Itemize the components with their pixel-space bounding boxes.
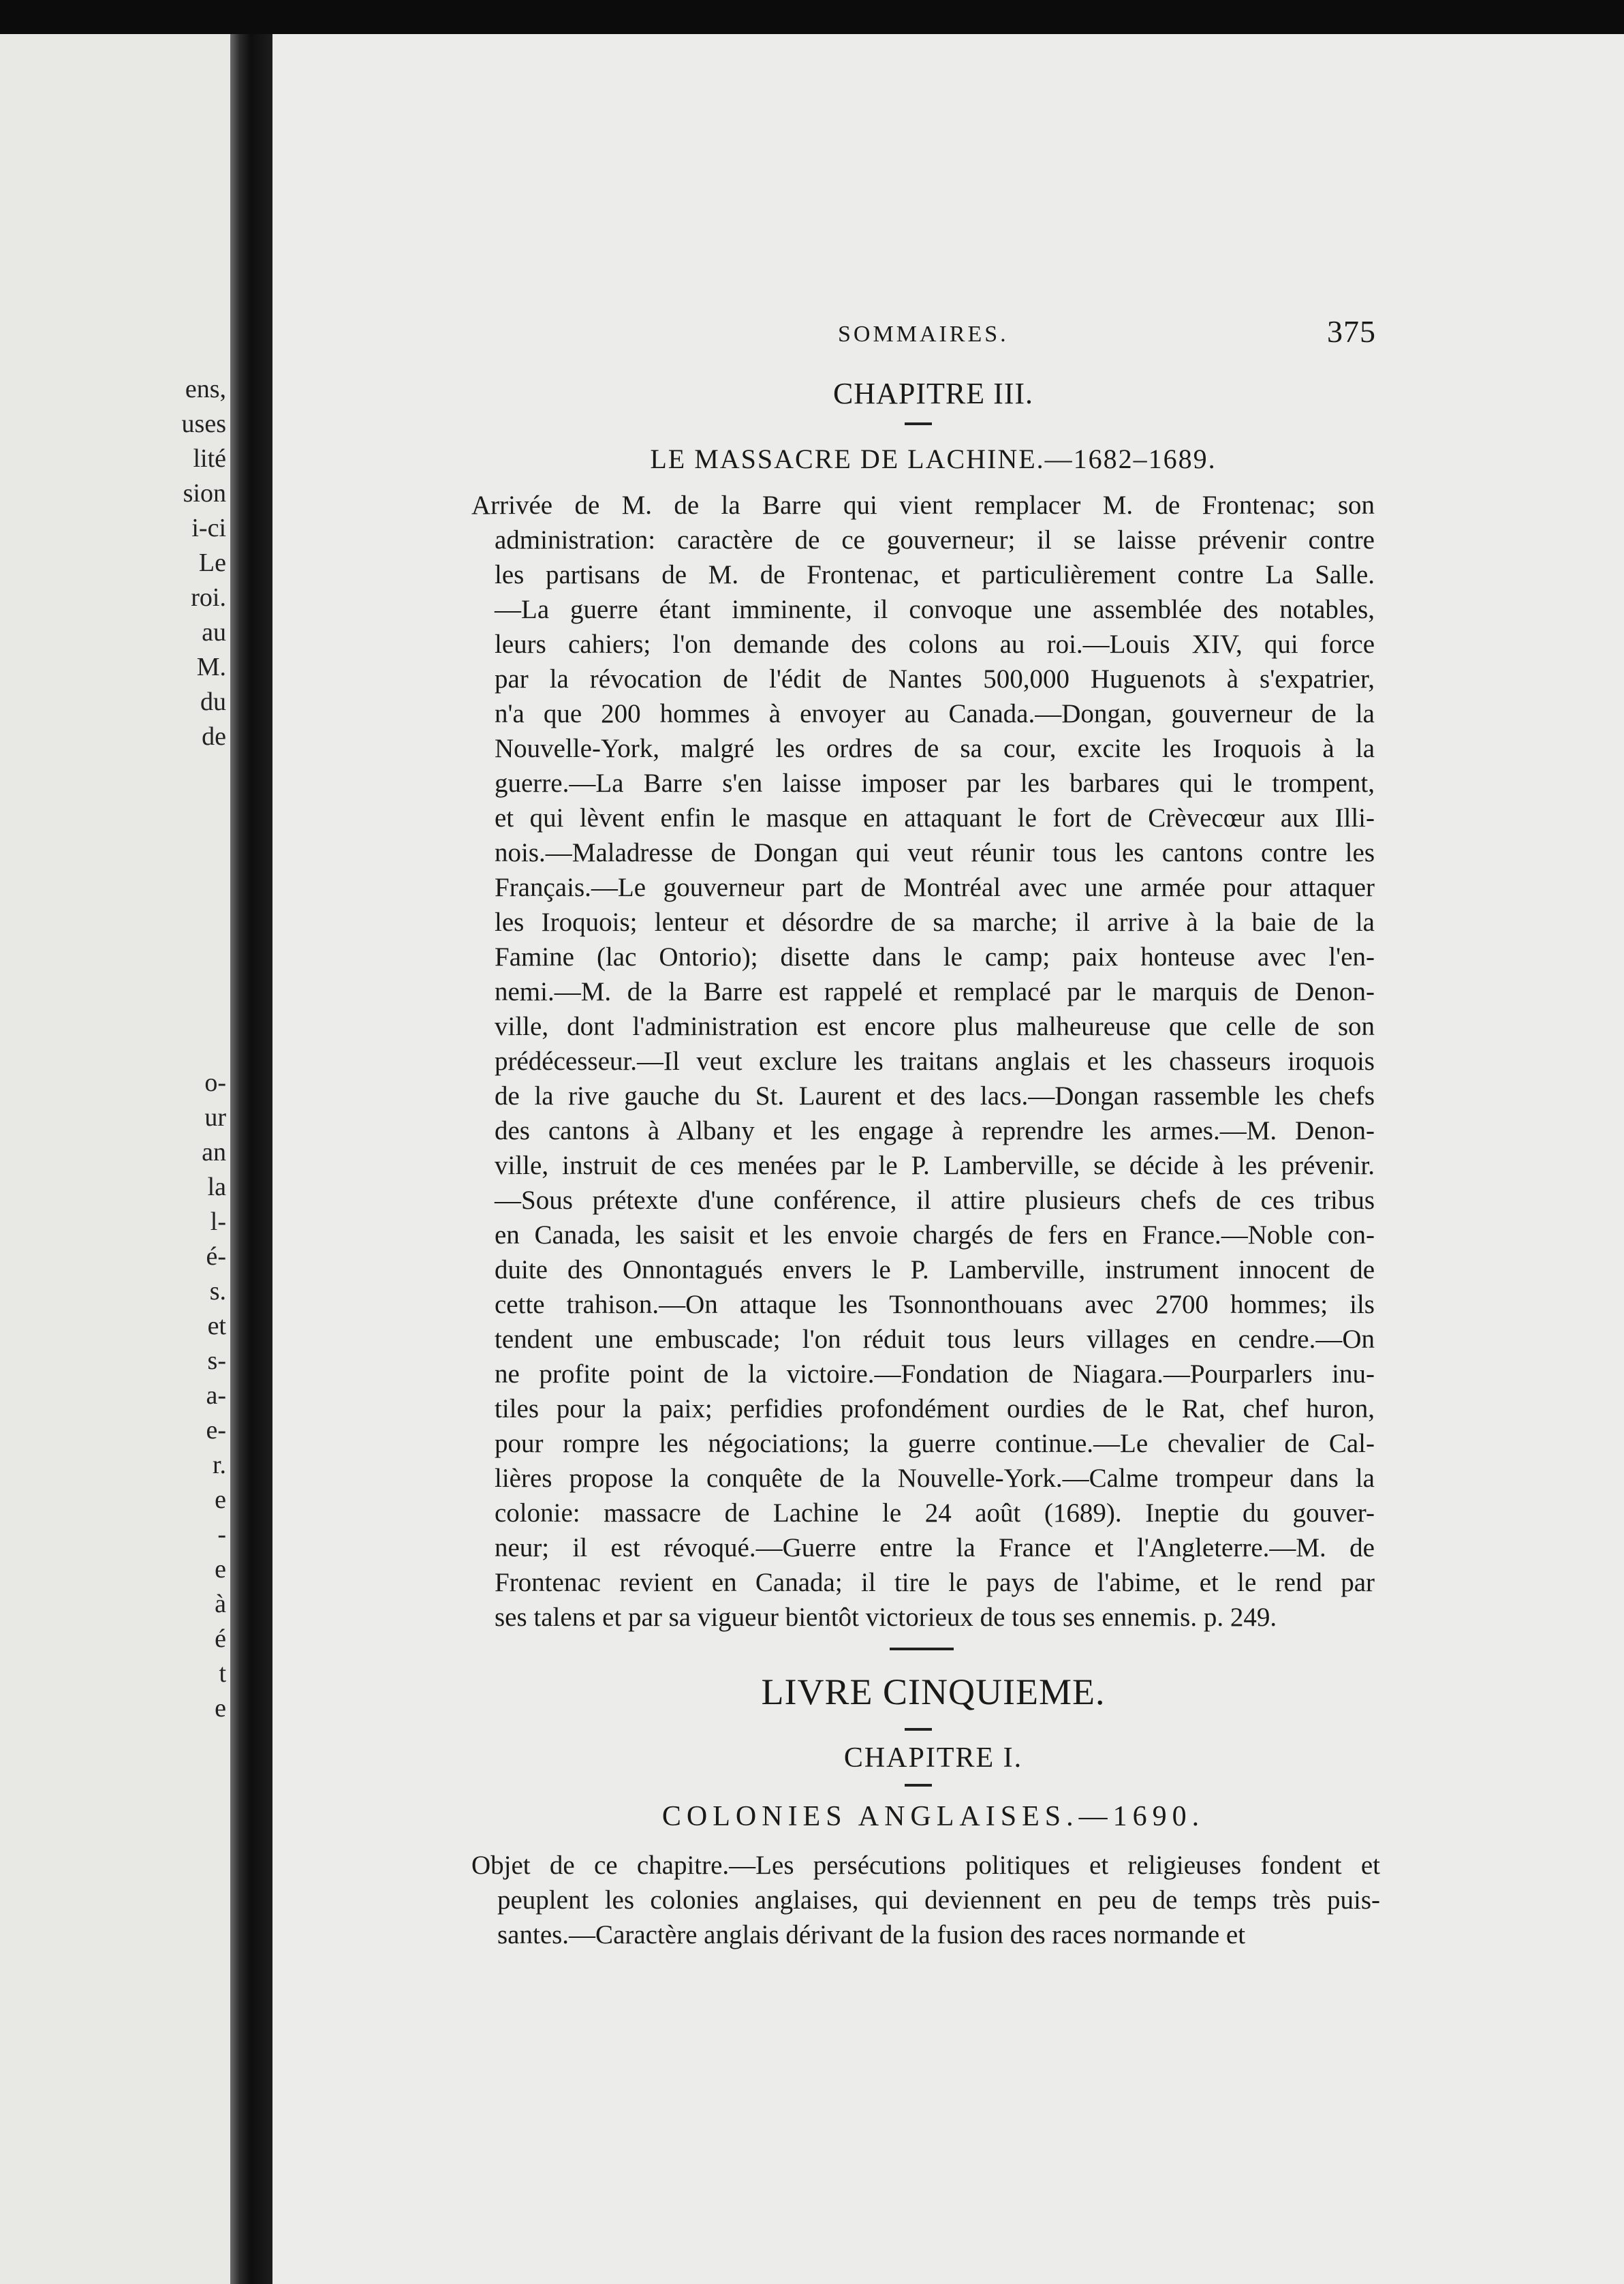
text-line: duite des Onnontagués envers le P. Lamberville, instrument innocent de [495, 1255, 1375, 1284]
left-page-fragment [0, 34, 230, 2284]
margin-text-fragment: uses [181, 410, 226, 438]
text-line: prédécesseur.—Il veut exclure les traitans anglais et les chasseurs iroquois [495, 1047, 1375, 1076]
margin-text-fragment: an [202, 1138, 226, 1167]
separator-rule [905, 422, 932, 425]
book-title: LIVRE CINQUIEME. [761, 1671, 1106, 1712]
margin-text-fragment: i-ci [191, 514, 226, 542]
text-line: leurs cahiers; l'on demande des colons au roi.—Louis XIV, qui force [495, 630, 1375, 659]
margin-text-fragment: é- [206, 1242, 226, 1271]
margin-text-fragment: l- [210, 1207, 226, 1236]
text-line: ville, dont l'administration est encore plus malheureuse que celle de son [495, 1012, 1375, 1041]
text-line: Objet de ce chapitre.—Les persécutions politiques et religieuses fondent et [471, 1851, 1380, 1880]
margin-text-fragment: roi. [191, 583, 226, 612]
text-line: des cantons à Albany et les engage à reprendre les armes.—M. Denon- [495, 1116, 1375, 1145]
chapter-title: COLONIES ANGLAISES.—1690. [661, 1801, 1205, 1832]
chapter-summary [471, 1848, 1380, 1952]
margin-text-fragment: a- [206, 1381, 226, 1410]
margin-text-fragment: sion [183, 479, 226, 508]
margin-text-fragment: o- [204, 1068, 226, 1097]
text-line: n'a que 200 hommes à envoyer au Canada.—Dongan, gouverneur de la [495, 699, 1375, 728]
text-line: ville, instruit de ces menées par le P. Lamberville, se décide à les prévenir. [495, 1151, 1375, 1180]
text-line: les partisans de M. de Frontenac, et particulièrement contre La Salle. [495, 560, 1375, 589]
margin-text-fragment: e- [206, 1416, 226, 1445]
text-line: neur; il est révoqué.—Guerre entre la France et l'Angleterre.—M. de [495, 1533, 1375, 1562]
margin-text-fragment: ur [204, 1103, 226, 1132]
text-line: santes.—Caractère anglais dérivant de la fusion des races normande et [497, 1920, 1246, 1949]
margin-text-fragment: - [217, 1520, 226, 1549]
scan-border [0, 0, 1624, 34]
margin-text-fragment: et [207, 1312, 226, 1340]
text-line: nois.—Maladresse de Dongan qui veut réunir tous les cantons contre les [495, 838, 1375, 867]
margin-text-fragment: M. [196, 653, 226, 681]
text-line: Frontenac revient en Canada; il tire le pays de l'abime, et le rend par [495, 1568, 1375, 1597]
text-line: ses talens et par sa vigueur bientôt victorieux de tous ses ennemis. p. 249. [495, 1603, 1277, 1632]
text-line: tendent une embuscade; l'on réduit tous leurs villages en cendre.—On [495, 1325, 1375, 1354]
text-line: Nouvelle-York, malgré les ordres de sa cour, excite les Iroquois à la [495, 734, 1375, 763]
chapter-heading: CHAPITRE I. [843, 1742, 1023, 1774]
margin-text-fragment: é [215, 1624, 226, 1653]
text-line: par la révocation de l'édit de Nantes 500,000 Huguenots à s'expatrier, [495, 664, 1375, 694]
text-line: tiles pour la paix; perfidies profondément ourdies de le Rat, chef huron, [495, 1394, 1375, 1423]
text-line: —La guerre étant imminente, il convoque une assemblée des notables, [495, 595, 1375, 624]
margin-text-fragment: du [200, 688, 226, 716]
separator-rule [905, 1728, 932, 1731]
text-line: guerre.—La Barre s'en laisse imposer par les barbares qui le trompent, [495, 769, 1375, 798]
margin-text-fragment: e [215, 1485, 226, 1514]
margin-text-fragment: lité [193, 444, 226, 473]
running-head [559, 313, 1376, 354]
margin-text-fragment: t [219, 1659, 226, 1688]
separator-rule [905, 1784, 932, 1787]
separator-rule [890, 1648, 954, 1650]
text-line: ne profite point de la victoire.—Fondation de Niagara.—Pourparlers inu- [495, 1359, 1375, 1389]
text-line: en Canada, les saisit et les envoie chargés de fers en France.—Noble con- [495, 1220, 1375, 1250]
text-line: Arrivée de M. de la Barre qui vient remplacer M. de Frontenac; son [471, 491, 1375, 520]
margin-text-fragment: s- [207, 1346, 226, 1375]
text-line: Famine (lac Ontorio); disette dans le camp; paix honteuse avec l'en- [495, 942, 1375, 972]
text-line: Français.—Le gouverneur part de Montréal avec une armée pour attaquer [495, 873, 1375, 902]
margin-text-fragment: s. [209, 1277, 226, 1306]
text-line: et qui lèvent enfin le masque en attaquant le fort de Crèvecœur aux Illi- [495, 803, 1375, 833]
text-line: administration: caractère de ce gouverneur; il se laisse prévenir contre [495, 525, 1375, 555]
text-line: lières propose la conquête de la Nouvelle-York.—Calme trompeur dans la [495, 1464, 1375, 1493]
chapter-heading: CHAPITRE III. [832, 377, 1034, 410]
margin-text-fragment: e [215, 1555, 226, 1584]
page-gutter [230, 34, 272, 2284]
margin-text-fragment: e [215, 1694, 226, 1723]
text-line: de la rive gauche du St. Laurent et des lacs.—Dongan rassemble les chefs [495, 1081, 1375, 1111]
text-line: peuplent les colonies anglaises, qui deviennent en peu de temps très puis- [497, 1885, 1380, 1915]
text-line: —Sous prétexte d'une conférence, il attire plusieurs chefs de ces tribus [495, 1186, 1375, 1215]
margin-text-fragment: r. [212, 1451, 226, 1479]
text-line: pour rompre les négociations; la guerre continue.—Le chevalier de Cal- [495, 1429, 1375, 1458]
text-line: colonie: massacre de Lachine le 24 août (1689). Ineptie du gouver- [495, 1498, 1375, 1528]
margin-text-fragment: la [207, 1173, 226, 1201]
chapter-summary [471, 488, 1375, 1635]
text-line: cette trahison.—On attaque les Tsonnonthouans avec 2700 hommes; ils [495, 1290, 1375, 1319]
margin-text-fragment: de [202, 722, 226, 751]
margin-text-fragment: Le [198, 549, 226, 577]
page-number: 375 [1327, 314, 1376, 349]
running-title: SOMMAIRES. [838, 322, 1009, 347]
margin-text-fragment: au [202, 618, 226, 647]
margin-text-fragment: ens, [185, 375, 226, 403]
text-line: les Iroquois; lenteur et désordre de sa marche; il arrive à la baie de la [495, 908, 1375, 937]
margin-text-fragment: à [215, 1590, 226, 1618]
text-line: nemi.—M. de la Barre est rappelé et remplacé par le marquis de Denon- [495, 977, 1375, 1006]
chapter-title: LE MASSACRE DE LACHINE.—1682–1689. [650, 444, 1217, 474]
